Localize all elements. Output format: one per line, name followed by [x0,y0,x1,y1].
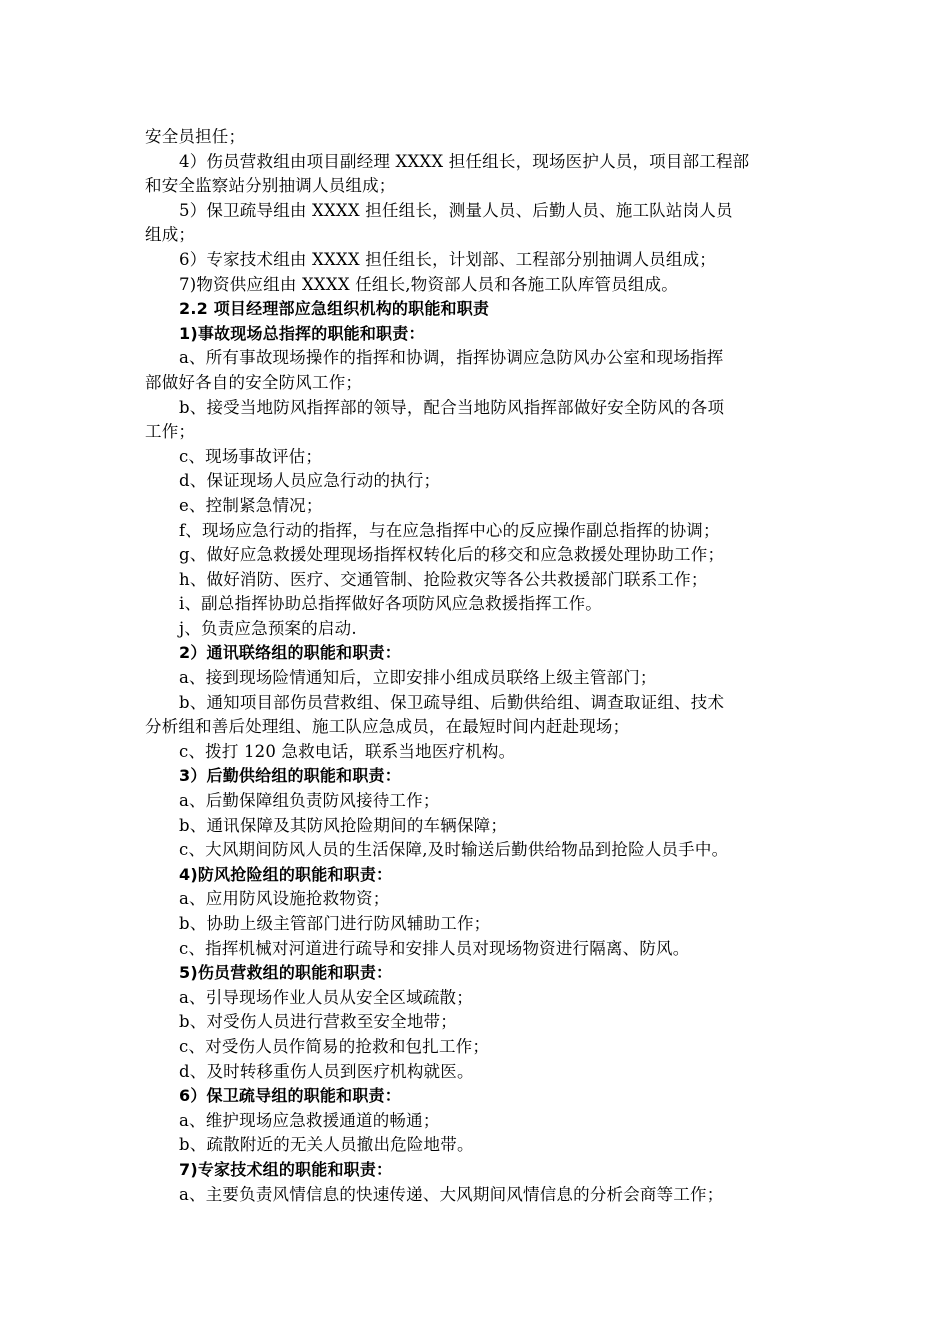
text-line: h、做好消防、医疗、交通管制、抢险救灾等各公共救援部门联系工作； [179,569,708,589]
text-line: g、做好应急救援处理现场指挥权转化后的移交和应急救援处理协助工作； [179,545,725,565]
text-line: a、应用防风设施抢救物资； [179,889,390,909]
text-line: e、控制紧急情况； [179,495,323,515]
text-line: b、协助上级主管部门进行防风辅助工作； [179,914,491,933]
text-line: b、接受当地防风指挥部的领导，配合当地防风指挥部做好安全防风的各项 [179,397,725,417]
text-line: 部做好各自的安全防风工作； [145,372,363,392]
section-heading: 5)伤员营救组的职能和职责： [179,963,393,983]
section-heading: 2）通讯联络组的职能和职责： [179,643,401,663]
text-line: b、对受伤人员进行营救至安全地带； [179,1012,457,1032]
text-line: b、疏散附近的无关人员撤出危险地带。 [179,1135,474,1155]
text-line: d、及时转移重伤人员到医疗机构就医。 [179,1061,474,1081]
text-line: a、后勤保障组负责防风接待工作； [179,791,440,811]
text-line: f、现场应急行动的指挥，与在应急指挥中心的反应操作副总指挥的协调； [179,520,720,540]
text-line: 组成； [145,225,196,245]
text-line: b、通讯保障及其防风抢险期间的车辆保障； [179,815,508,835]
document-body [145,125,810,1207]
text-line: c、大风期间防风人员的生活保障,及时输送后勤供给物品到抢险人员手中。 [179,840,729,860]
section-heading: 3）后勤供给组的职能和职责： [179,766,401,786]
text-line: a、主要负责风情信息的快速传递、大风期间风情信息的分析会商等工作； [179,1184,724,1204]
text-line: c、对受伤人员作简易的抢救和包扎工作； [179,1036,490,1056]
text-line: 6）专家技术组由 XXXX 担任组长，计划部、工程部分别抽调人员组成； [179,249,716,269]
text-line: j、负责应急预案的启动. [179,618,357,638]
section-heading: 7)专家技术组的职能和职责： [179,1159,393,1179]
text-line: 安全员担任； [145,127,246,146]
section-heading: 4)防风抢险组的职能和职责： [179,864,393,884]
text-line: a、维护现场应急救援通道的畅通； [179,1110,440,1130]
text-line: 和安全监察站分别抽调人员组成； [145,176,396,196]
text-line: b、通知项目部伤员营救组、保卫疏导组、后勤供给组、调查取证组、技术 [179,692,725,712]
text-line: a、引导现场作业人员从安全区域疏散； [179,987,473,1007]
text-line: a、所有事故现场操作的指挥和协调，指挥协调应急防风办公室和现场指挥 [179,348,724,368]
text-line: d、保证现场人员应急行动的执行； [179,471,441,491]
section-heading: 2.2 项目经理部应急组织机构的职能和职责 [179,299,490,319]
section-heading: 6）保卫疏导组的职能和职责： [179,1086,401,1106]
text-line: 4）伤员营救组由项目副经理 XXXX 担任组长，现场医护人员，项目部工程部 [179,151,750,171]
text-line: c、拨打 120 急救电话，联系当地医疗机构。 [179,741,516,761]
text-line: 5）保卫疏导组由 XXXX 担任组长，测量人员、后勤人员、施工队站岗人员 [179,200,733,220]
text-line: 工作； [145,422,196,442]
text-line: 7)物资供应组由 XXXX 任组长,物资部人员和各施工队库管员组成。 [179,274,678,294]
text-line: 分析组和善后处理组、施工队应急成员，在最短时间内赶赴现场； [145,717,630,737]
section-heading: 1)事故现场总指挥的职能和职责： [179,323,425,343]
text-line: c、指挥机械对河道进行疏导和安排人员对现场物资进行隔离、防风。 [179,938,690,958]
text-line: c、现场事故评估； [179,446,323,466]
text-line: a、接到现场险情通知后，立即安排小组成员联络上级主管部门； [179,668,657,688]
text-line: i、副总指挥协助总指挥做好各项防风应急救援指挥工作。 [179,594,602,614]
